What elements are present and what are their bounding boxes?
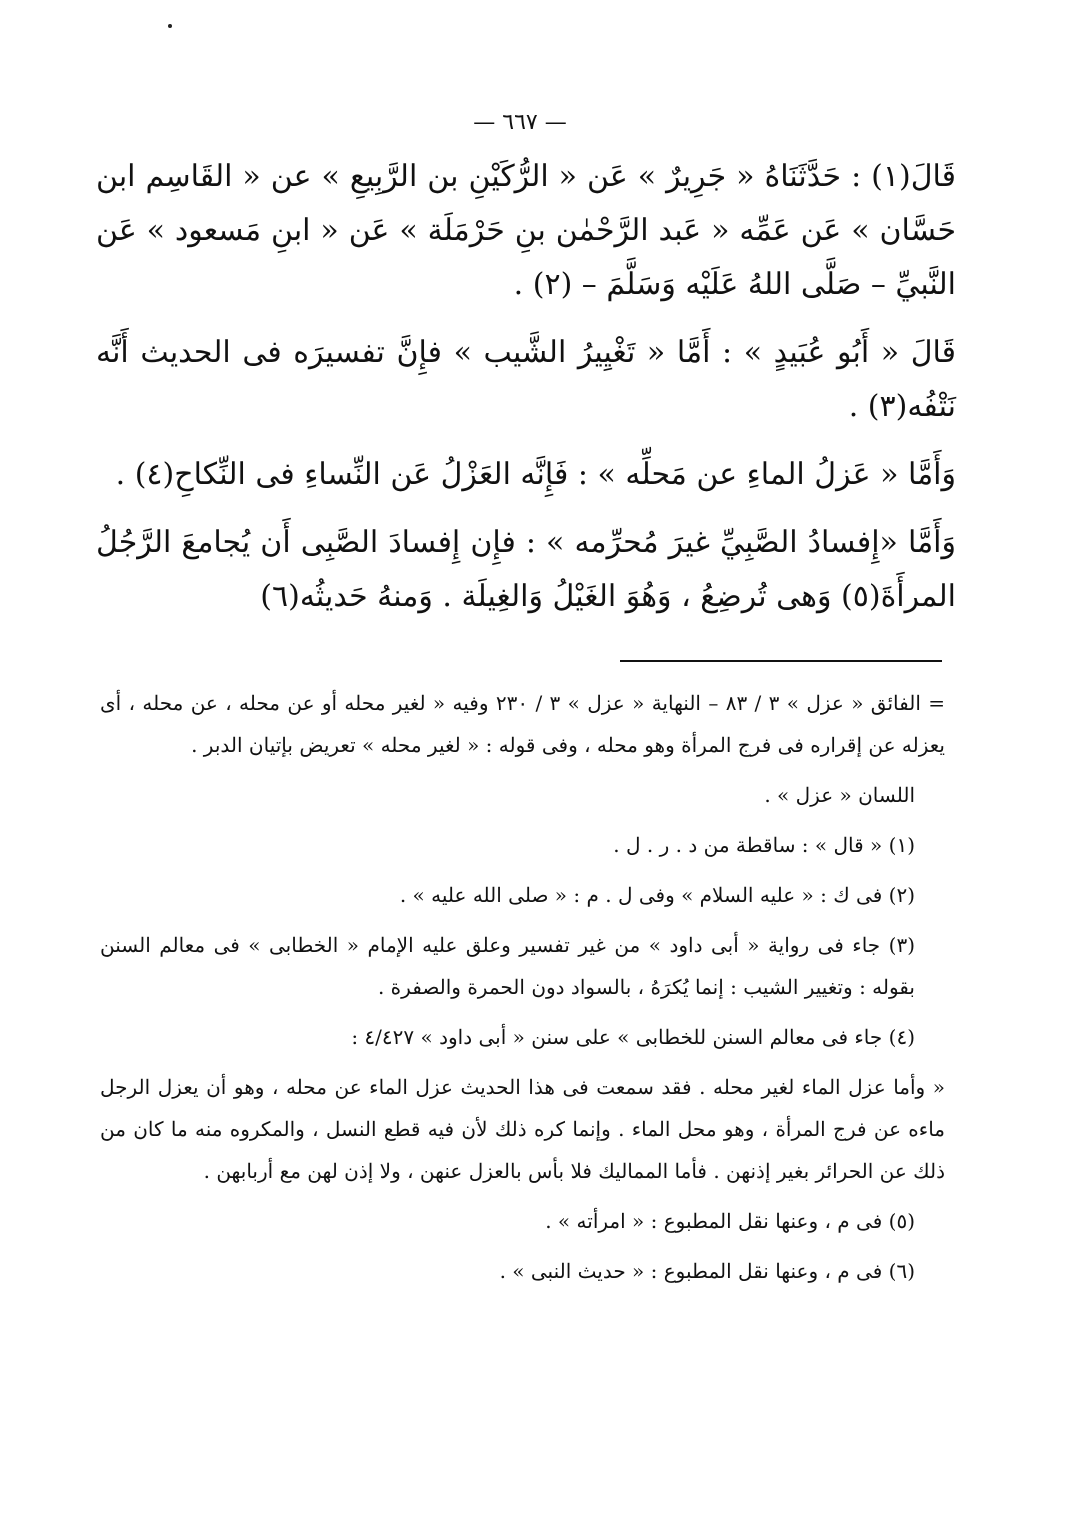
footnote-5: (٥) فى م ، وعنها نقل المطبوع : « امرأته » . — [545, 1209, 915, 1233]
footnote-4: (٤) جاء فى معالم السنن للخطابى » على سنن « أبى داود » ٤/٤٢٧ : — [351, 1025, 915, 1049]
scan-speck — [168, 24, 172, 28]
footnote-6: (٦) فى م ، وعنها نقل المطبوع : « حديث النبى » . — [499, 1259, 915, 1283]
footnote-4-quote: « وأما عزل الماء لغير محله . فقد سمعت فى هذا الحديث عزل الماء عن محله ، وهو أن يعزل الرجل ماءه عن فرج المرأة ، وهو محل الماء . وإنما كره ذلك لأن فيه قطع النسل ، والمكروه منه ما كان من ذلك عن الحرائر بغير إذنهن . فأما المماليك فلا بأس بالعزل عنهن ، ولا إذن لهن مع أربابهن . — [100, 1075, 945, 1183]
footnote-continued: = الفائق « عزل » ٣ / ٨٣ – النهاية « عزل » ٣ / ٢٣٠ وفيه « لغير محله أو عن محله ، عن محله ، أى يعزله عن إقراره فى فرج المرأة وهو محله ، وفى قوله : « لغير محله » تعريض بإتيان الدبر . — [100, 691, 946, 757]
paragraph-ifsad: وَأَمَّا «إِفسادُ الصَّبِيِّ غيرَ مُحرِّمه » : فإِن إِفسادَ الصَّبِى أَن يُجامعَ الرَّجُلُ المرأَةَ(٥) وَهى تُرضِعُ ، وَهُوَ الغَيْلُ وَالغِيلَة . وَمنهُ حَديثُه(٦) — [96, 525, 956, 614]
footnote-1: (١) « قال » : ساقطة من د . ر . ل . — [613, 833, 915, 857]
paragraph-abu-ubaid: قَالَ « أَبُو عُبَيدٍ » : أَمَّا « تَغْيِيرُ الشَّيب » فإِنَّ تفسيرَه فى الحديث أَنَّه نَتْفُه(٣) . — [96, 335, 956, 424]
paragraph-azl: وَأَمَّا « عَزلُ الماءِ عن مَحلِّه » : فَإِنَّه العَزْلُ عَن النِّساءِ فى النِّكاحِ(٤) . — [115, 457, 956, 492]
footnote-lisan: اللسان « عزل » . — [764, 783, 915, 807]
footnote-3: (٣) جاء فى رواية « أبى داود » من غير تفسير وعلق عليه الإمام « الخطابى » فى معالم السنن بقوله : وتغيير الشيب : إنما يُكرَهُ ، بالسواد دون الحمرة والصفرة . — [100, 933, 915, 999]
footnotes — [100, 682, 945, 1300]
main-text — [96, 150, 956, 638]
page-number: — ٦٦٧ — — [473, 110, 567, 135]
paragraph-isnad: قَالَ(١) : حَدَّثَنَاهُ « جَرِيرٌ » عَن « الرُّكَيْنِ بن الرَّبِيعِ » عن « القَاسِم ابن حَسَّان » عَن عَمِّه « عَبد الرَّحْمٰن بنِ حَرْمَلَة » عَن « ابنِ مَسعود » عَن النَّبيِّ – صَلَّى اللهُ عَلَيْه وَسَلَّمَ – (٢) . — [96, 159, 956, 302]
footnote-2: (٢) فى ك : « عليه السلام » وفى ل . م : « صلى الله عليه » . — [399, 883, 915, 907]
footnote-separator — [620, 660, 942, 662]
